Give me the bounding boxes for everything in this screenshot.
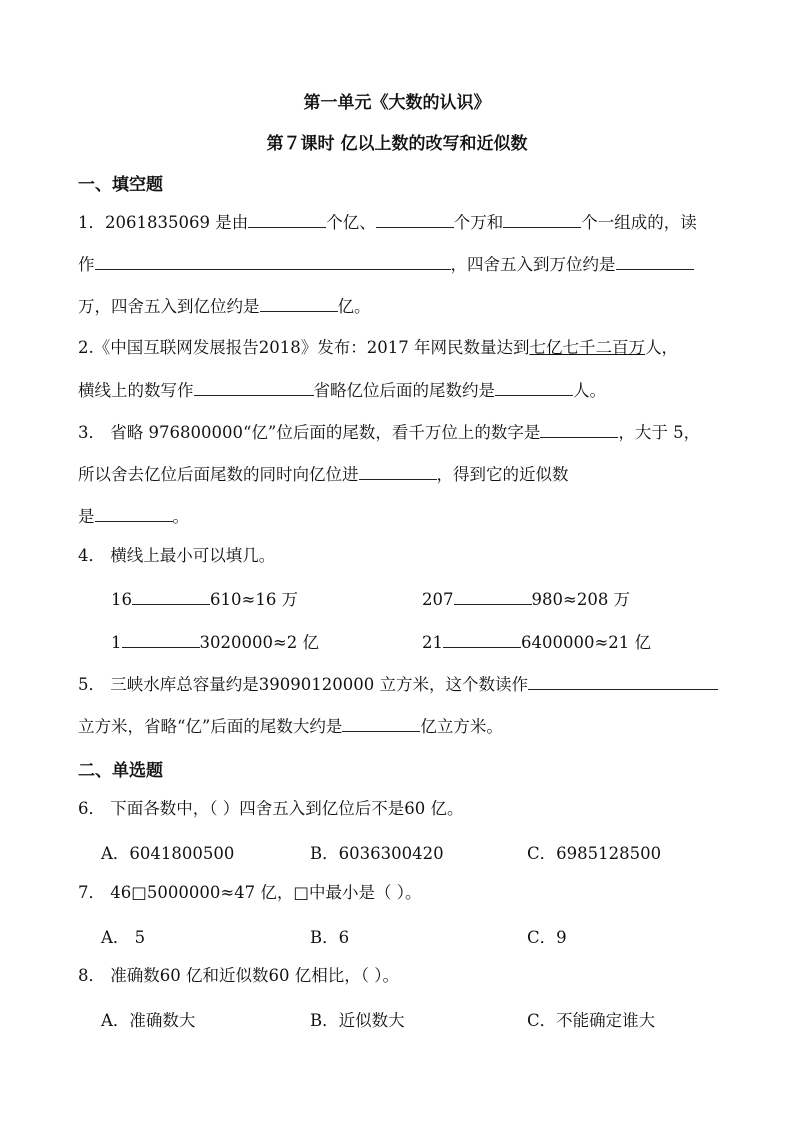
q1-text-b: 个亿、 xyxy=(326,213,376,232)
question-3-line-3 xyxy=(78,505,189,528)
q1-text-g: 万，四舍五入到亿位约是 xyxy=(78,297,260,316)
q3-text-f: 。 xyxy=(172,507,189,526)
q3-text-c: 所以舍去亿位后面尾数的同时向亿位进 xyxy=(78,465,359,484)
answer-blank[interactable] xyxy=(260,295,338,312)
q4-item-1-suffix: 610≈16 万 xyxy=(210,590,299,609)
question-4-item-1 xyxy=(111,588,298,611)
answer-blank[interactable] xyxy=(616,253,694,270)
answer-blank[interactable] xyxy=(503,211,581,228)
answer-blank[interactable] xyxy=(528,673,718,690)
question-1-line-1 xyxy=(78,211,697,234)
q4-item-4-prefix: 21 xyxy=(422,633,443,652)
section-heading-fill-blank: 一、填空题 xyxy=(78,175,163,195)
question-5-line-1 xyxy=(78,673,718,696)
answer-blank[interactable] xyxy=(454,588,532,605)
question-4-item-4 xyxy=(422,631,651,654)
q6-option-a[interactable]: A．6041800500 xyxy=(101,844,235,863)
question-7-stem: 7． 46□5000000≈47 亿，□中最小是（ ）。 xyxy=(78,883,422,902)
q4-item-4-suffix: 6400000≈21 亿 xyxy=(521,633,652,652)
q2-text-c: 横线上的数写作 xyxy=(78,381,194,400)
unit-title: 第一单元《大数的认识》 xyxy=(303,93,491,113)
question-3-line-2 xyxy=(78,463,569,486)
q2-text-d: 省略亿位后面的尾数约是 xyxy=(313,381,495,400)
q3-text-e: 是 xyxy=(78,507,95,526)
q1-text-d: 个一组成的，读 xyxy=(581,213,697,232)
q1-text-h: 亿。 xyxy=(337,297,371,316)
question-8-stem: 8． 准确数60 亿和近似数60 亿相比，（ ）。 xyxy=(78,966,399,985)
q3-text-d: ，得到它的近似数 xyxy=(436,465,569,484)
question-5-line-2 xyxy=(78,715,503,738)
answer-blank[interactable] xyxy=(248,211,326,228)
answer-blank[interactable] xyxy=(443,631,521,648)
answer-blank[interactable] xyxy=(132,588,210,605)
q1-text-f: ，四舍五入到万位约是 xyxy=(450,255,616,274)
q4-item-2-prefix: 207 xyxy=(422,590,454,609)
q5-text-a: 5． 三峡水库总容量约是39090120000 立方米，这个数读作 xyxy=(78,675,528,694)
question-4-item-3 xyxy=(111,631,319,654)
answer-blank[interactable] xyxy=(194,379,314,396)
q7-option-a[interactable]: A． 5 xyxy=(101,928,146,947)
q2-underlined-number: 七亿七千二百万 xyxy=(529,338,645,357)
q7-option-c[interactable]: C．9 xyxy=(527,928,567,947)
question-1-line-3 xyxy=(78,295,371,318)
answer-blank[interactable] xyxy=(540,421,618,438)
question-4-item-2 xyxy=(422,588,630,611)
q3-text-a: 3． 省略 976800000“亿”位后面的尾数，看千万位上的数字是 xyxy=(78,423,541,442)
q2-text-e: 人。 xyxy=(573,381,606,400)
section-heading-single-choice: 二、单选题 xyxy=(78,761,163,781)
answer-blank[interactable] xyxy=(359,463,437,480)
q8-option-a[interactable]: A．准确数大 xyxy=(101,1011,196,1030)
q5-text-b: 立方米，省略“亿”后面的尾数大约是 xyxy=(78,717,343,736)
question-6-stem: 6． 下面各数中，（ ）四舍五入到亿位后不是60 亿。 xyxy=(78,799,464,818)
question-2-line-1 xyxy=(78,337,678,359)
question-4-stem: 4． 横线上最小可以填几。 xyxy=(78,546,276,565)
q1-text-c: 个万和 xyxy=(453,213,504,232)
answer-blank[interactable] xyxy=(376,211,454,228)
question-2-line-2 xyxy=(78,379,606,402)
q2-text-b: 人， xyxy=(644,338,678,357)
q1-text-e: 作 xyxy=(78,255,95,274)
q7-option-b[interactable]: B．6 xyxy=(310,928,350,947)
answer-blank[interactable] xyxy=(495,379,573,396)
q3-text-b: ，大于 5， xyxy=(618,423,701,442)
question-1-line-2 xyxy=(78,253,694,276)
q6-option-c[interactable]: C．6985128500 xyxy=(527,844,662,863)
q4-item-3-suffix: 3020000≈2 亿 xyxy=(199,633,320,652)
q4-item-2-suffix: 980≈208 万 xyxy=(531,590,631,609)
answer-blank[interactable] xyxy=(95,505,173,522)
lesson-title: 第７课时 亿以上数的改写和近似数 xyxy=(266,134,528,154)
answer-blank[interactable] xyxy=(342,715,420,732)
q2-text-a: 2.《中国互联网发展报告2018》发布：2017 年网民数量达到 xyxy=(78,338,530,357)
q8-option-b[interactable]: B．近似数大 xyxy=(310,1011,405,1030)
q4-item-1-prefix: 16 xyxy=(111,590,132,609)
q1-text-a: 1．2061835069 是由 xyxy=(78,213,249,232)
q4-item-3-prefix: 1 xyxy=(111,633,122,652)
q8-option-c[interactable]: C．不能确定谁大 xyxy=(527,1011,656,1030)
q6-option-b[interactable]: B．6036300420 xyxy=(310,844,444,863)
question-3-line-1 xyxy=(78,421,700,444)
q5-text-c: 亿立方米。 xyxy=(420,717,503,736)
answer-blank[interactable] xyxy=(95,253,451,270)
answer-blank[interactable] xyxy=(122,631,200,648)
